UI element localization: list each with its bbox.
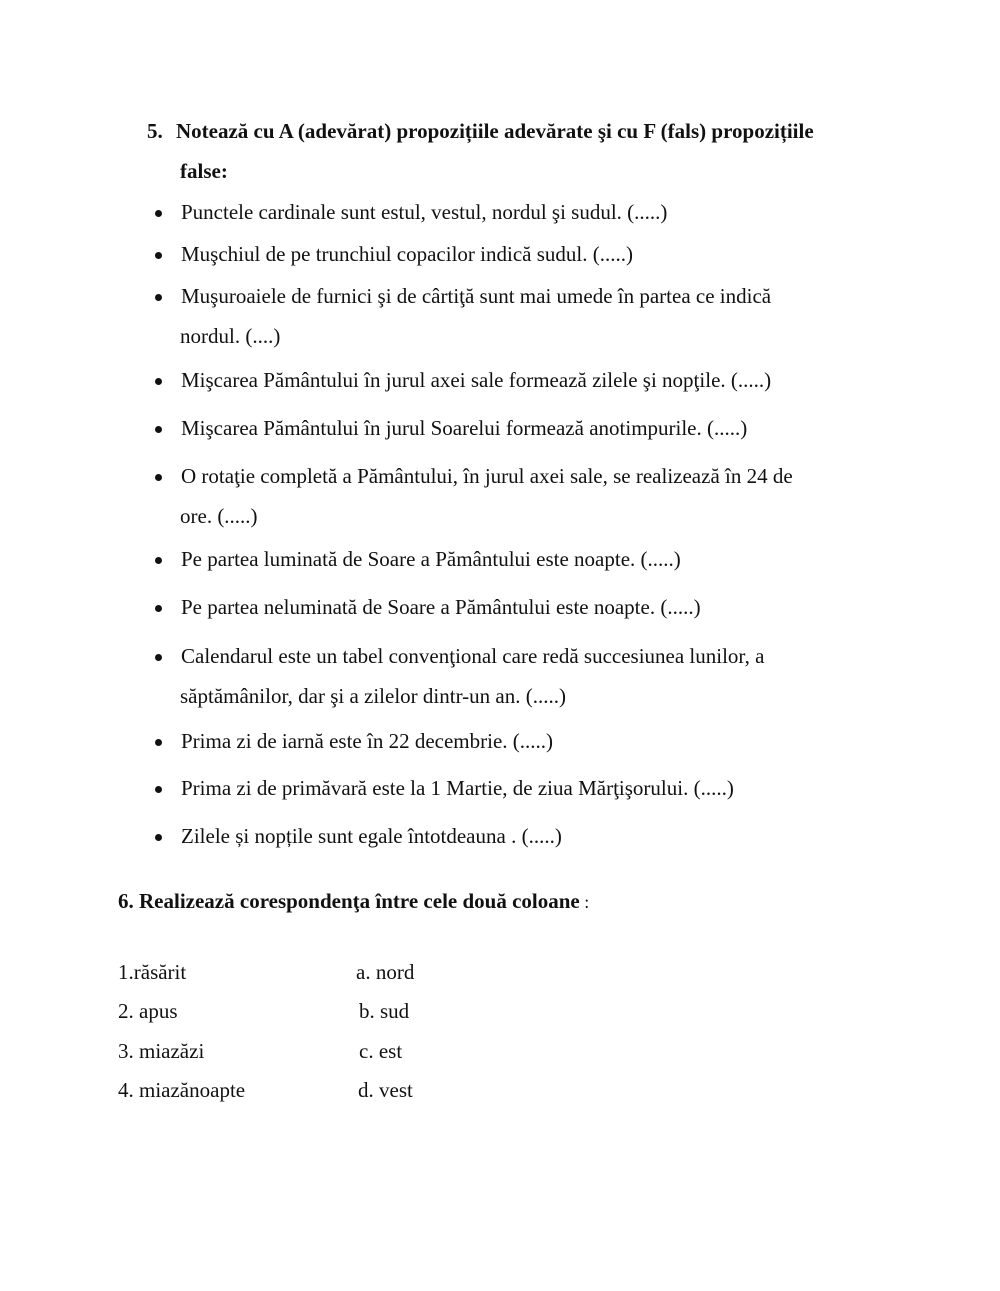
- statement-text: Calendarul este un tabel convenţional care redă succesiunea lunilor, a: [181, 644, 765, 668]
- bullet-point-icon: [155, 378, 162, 385]
- question-6-title: [118, 889, 589, 914]
- bullet-point-icon: [155, 786, 162, 793]
- statement-text: Prima zi de primăvară este la 1 Martie, de ziua Mărţişorului. (.....): [181, 776, 734, 800]
- right-column-item: b. sud: [359, 999, 410, 1023]
- bullet-point-icon: [155, 834, 162, 841]
- statement-text: Muşuroaiele de furnici şi de cârtiţă sunt mai umede în partea ce indică: [181, 284, 772, 308]
- question-5-number: 5.: [147, 119, 163, 143]
- left-column-item: 4. miazănoapte: [118, 1078, 246, 1102]
- bullet-point-icon: [155, 654, 162, 661]
- question-5-title: Notează cu A (adevărat) propozițiile adevărate şi cu F (fals) propozițiile: [176, 119, 814, 143]
- question-6-title-text: 6. Realizează corespondenţa între cele două coloane: [118, 889, 580, 913]
- statement-text: Mişcarea Pământului în jurul axei sale formează zilele şi nopţile. (.....): [181, 368, 772, 392]
- bullet-point-icon: [155, 474, 162, 481]
- bullet-point-icon: [155, 210, 162, 217]
- statement-text-continued: săptămânilor, dar şi a zilelor dintr-un an. (.....): [180, 684, 566, 708]
- bullet-point-icon: [155, 605, 162, 612]
- right-column-item: d. vest: [358, 1078, 413, 1102]
- statement-text: O rotaţie completă a Pământului, în jurul axei sale, se realizează în 24 de: [181, 464, 793, 488]
- left-column-item: 2. apus: [118, 999, 178, 1023]
- question-6-colon: :: [579, 892, 590, 912]
- statement-text: Mişcarea Pământului în jurul Soarelui formează anotimpurile. (.....): [181, 416, 748, 440]
- bullet-point-icon: [155, 294, 162, 301]
- right-column-item: c. est: [359, 1039, 403, 1063]
- statement-text: Muşchiul de pe trunchiul copacilor indică sudul. (.....): [181, 242, 633, 266]
- left-column-item: 3. miazăzi: [118, 1039, 205, 1063]
- bullet-point-icon: [155, 557, 162, 564]
- bullet-point-icon: [155, 739, 162, 746]
- left-column-item: 1.răsărit: [118, 960, 187, 984]
- statement-text: Pe partea luminată de Soare a Pământului este noapte. (.....): [181, 547, 681, 571]
- statement-text-continued: nordul. (....): [180, 324, 281, 348]
- statement-text: Pe partea neluminată de Soare a Pământului este noapte. (.....): [181, 595, 701, 619]
- right-column-item: a. nord: [356, 960, 415, 984]
- statement-text: Zilele și nopțile sunt egale întotdeauna . (.....): [181, 824, 562, 848]
- bullet-point-icon: [155, 426, 162, 433]
- question-5-title-continued: false:: [180, 159, 228, 183]
- bullet-point-icon: [155, 252, 162, 259]
- statement-text: Prima zi de iarnă este în 22 decembrie. (.....): [181, 729, 554, 753]
- statement-text-continued: ore. (.....): [180, 504, 258, 528]
- statement-text: Punctele cardinale sunt estul, vestul, nordul şi sudul. (.....): [181, 200, 668, 224]
